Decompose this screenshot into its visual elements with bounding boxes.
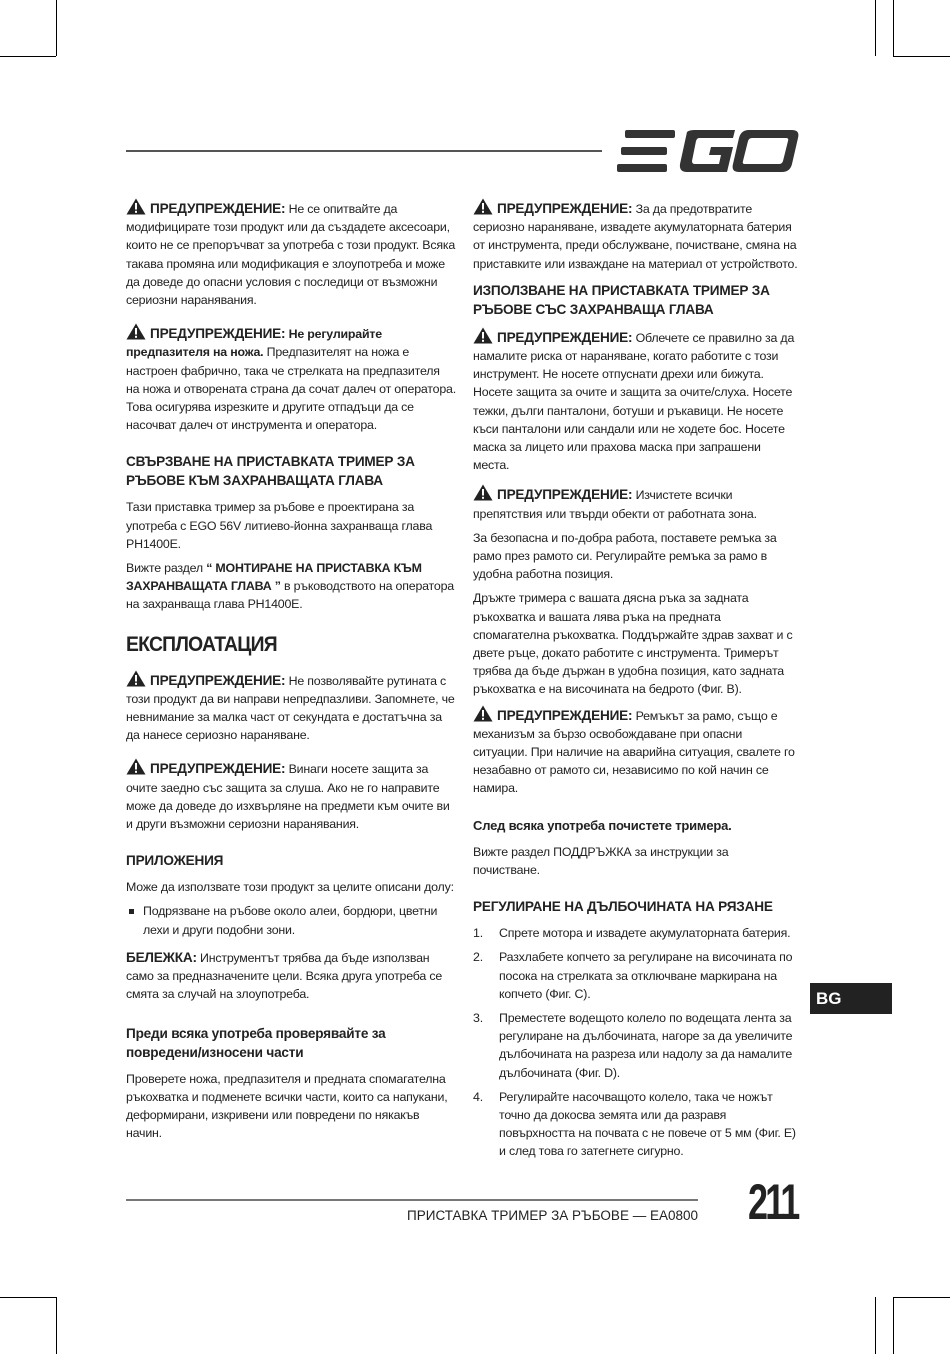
warning-label: ПРЕДУПРЕЖДЕНИЕ: [497, 329, 633, 345]
step-text: Преместете водещото колело по водещата лента за регулиране на дълбочината, нагоре за да увеличите дълбочината на разреза или надолу за да намалите дълбочината (Фиг. D). [499, 1010, 793, 1080]
warning-eye-protection [126, 758, 456, 833]
depth-steps [473, 924, 798, 1160]
warning-text: Облечете се правилно за да намалите риска от нараняване, когато работите с този инструмент. Не носете отпуснати дрехи или бижута. Носете защита за очите и защита за очите/слуха. Носете тежки, дълги панталони, ботуши и ръкавици. Не носете къси панталони или сандали или не ходете бос. Носете маска за лицето или прахова маска при запрашени места. [473, 330, 795, 473]
section-heading-clean: След всяка употреба почистете тримера. [473, 817, 732, 833]
warning-label: ПРЕДУПРЕЖДЕНИЕ: [150, 201, 286, 216]
warning-bold-text: Не регулирайте предпазителя на ножа. [126, 327, 382, 360]
left-column [126, 198, 456, 1152]
list-item: Подрязване на ръбове около алеи, бордюри, цветни лехи и други подобни зони. [126, 902, 456, 938]
crop-mark [0, 56, 56, 57]
list-item [473, 1009, 798, 1082]
crop-mark [0, 1297, 56, 1298]
reference-suffix: в ръководството на оператора на захранваща глава PH1400E. [126, 579, 454, 612]
list-item [473, 924, 798, 942]
note-text: Инструментът трябва да бъде използван само за предназначените цели. Всяка друга употреба се смята за случай на злоупотреба. [126, 950, 443, 1002]
step-number: 3. [473, 1010, 483, 1025]
list-item [473, 1088, 798, 1161]
warning-triangle-icon [126, 670, 146, 687]
page-number: 211 [748, 1174, 798, 1230]
warning-text: Не се опитвайте да модифицирате този продукт или да създадете аксесоари, които не се препоръчват за употреба с този продукт. Всяка такава промяна или модификация е злоупотреба и може да доведе до опасни условия с последици от възможни сериозни наранявания. [126, 202, 456, 308]
warning-triangle-icon [473, 705, 493, 722]
section-heading-operation: ЕКСПЛОАТАЦИЯ [126, 632, 277, 656]
warning-clothing [473, 327, 798, 475]
footer-title: ПРИСТАВКА ТРИМЕР ЗА РЪБОВЕ — EA0800 [407, 1208, 698, 1223]
warning-triangle-icon [473, 484, 493, 501]
warning-triangle-icon [473, 198, 493, 215]
strap-paragraph: За безопасна и по-добра работа, поставете ремъка за рамо през рамото си. Регулирайте ремъка за рамо в удобна работна позиция. [473, 530, 777, 582]
section-heading-applications: ПРИЛОЖЕНИЯ [126, 853, 224, 869]
warning-clear-area [473, 484, 798, 522]
warning-shoulder-strap [473, 705, 798, 798]
connect-reference [126, 559, 456, 614]
warning-triangle-icon [473, 327, 493, 344]
reference-section-name: “ МОНТИРАНЕ НА ПРИСТАВКА КЪМ ЗАХРАНВАЩАТА ГЛАВА ” [126, 561, 422, 594]
step-number: 1. [473, 926, 483, 941]
step-number: 2. [473, 950, 483, 965]
list-item [473, 948, 798, 1003]
step-text: Разхлабете копчето за регулиране на височината по посока на стрелката за отключване маркирана на копчето (Фиг. C). [499, 950, 793, 1001]
header-rule [126, 150, 602, 152]
section-heading-depth: РЕГУЛИРАНЕ НА ДЪЛБОЧИНАТА НА РЯЗАНЕ [473, 899, 773, 915]
note-label: БЕЛЕЖКА: [126, 949, 197, 965]
crop-mark [893, 0, 894, 56]
ego-logo [617, 128, 800, 174]
warning-text: Не позволявайте рутината с този продукт да ви направи непредпазливи. Запомнете, че невнимание за малка част от секундата е достатъчна за да нанесе сериозно нараняване. [126, 673, 455, 743]
footer-rule [126, 1199, 698, 1201]
crop-mark [893, 56, 950, 57]
check-paragraph: Проверете ножа, предпазителя и предната спомагателна ръкохватка и подменете всички части, които са напукани, деформирани, изкривени или повредени по някакъв начин. [126, 1071, 448, 1141]
warning-remove-battery [473, 198, 798, 273]
warning-label: ПРЕДУПРЕЖДЕНИЕ: [497, 201, 633, 216]
applications-list [126, 902, 456, 938]
crop-mark [893, 1297, 894, 1354]
warning-label: ПРЕДУПРЕЖДЕНИЕ: [497, 707, 633, 723]
warning-label: ПРЕДУПРЕЖДЕНИЕ: [150, 326, 286, 342]
crop-mark [56, 0, 57, 56]
warning-text: Винаги носете защита за очите заедно със защита за слуша. Ако не го направите може да доведе до изхвърляне на предмети към очите ви и други възможни сериозни наранявания. [126, 762, 450, 832]
reference-prefix: Вижте раздел [126, 561, 207, 576]
warning-label: ПРЕДУПРЕЖДЕНИЕ: [150, 672, 286, 688]
warning-label: ПРЕДУПРЕЖДЕНИЕ: [150, 761, 286, 777]
warning-triangle-icon [126, 198, 146, 215]
warning-triangle-icon [126, 758, 146, 775]
warning-text: Предпазителят на ножа е настроен фабрично, така че стрелката на предпазителя на ножа и отворената страна да сочат далеч от оператора. Това осигурява изрезките и другите отпадъци да се насочват далеч от инструмента и оператора. [126, 345, 456, 433]
crop-mark [56, 1297, 57, 1354]
language-tab: BG [810, 983, 892, 1014]
warning-label: ПРЕДУПРЕЖДЕНИЕ: [497, 487, 633, 503]
step-number: 4. [473, 1089, 483, 1104]
warning-text: За да предотвратите сериозно нараняване, извадете акумулаторната батерия от инструмента, преди обслужване, почистване, смяна на приставките или изваждане на материал от устройството. [473, 202, 798, 271]
step-text: Спрете мотора и извадете акумулаторната батерия. [499, 926, 791, 941]
warning-routine [126, 670, 456, 745]
crop-mark [893, 1297, 950, 1298]
applications-intro: Може да използвате този продукт за целите описани долу: [126, 880, 454, 895]
section-heading-connect: СВЪРЗВАНЕ НА ПРИСТАВКАТА ТРИМЕР ЗА РЪБОВЕ КЪМ ЗАХРАНВАЩАТА ГЛАВА [126, 454, 415, 489]
section-heading-use: ИЗПОЛЗВАНЕ НА ПРИСТАВКАТА ТРИМЕР ЗА РЪБОВЕ СЪС ЗАХРАНВАЩА ГЛАВА [473, 282, 770, 317]
warning-blade-guard [126, 323, 456, 434]
note [126, 949, 456, 1004]
crop-mark [875, 0, 876, 56]
warning-triangle-icon [126, 323, 146, 340]
hold-paragraph: Дръжте тримера с вашата дясна ръка за задната ръкохватка и вашата лява ръка на предната спомагателна ръкохватка. Поддържайте здрав захват и с двете ръце, докато работите с инструмента. Тримерът трябва да бъде държан в удобна позиция, като задната ръкохватка е на височината на бедрото (Фиг. B). [473, 591, 793, 697]
step-text: Регулирайте насочващото колело, така че ножът точно да докосва земята или да разравя повърхността на почвата с не повече от 5 мм (Фиг. E) и след това го затегнете сигурно. [499, 1089, 796, 1159]
warning-text: Ремъкът за рамо, също е механизъм за бързо освобождаване при опасни ситуации. При наличие на аварийна ситуация, свалете го незабавно от рамото си, независимо по кой начин се намира. [473, 708, 795, 796]
warning-text: Изчистете всички препятствия или твърди обекти от работната зона. [473, 488, 757, 521]
clean-paragraph: Вижте раздел ПОДДРЪЖКА за инструкции за почистване. [473, 844, 729, 877]
warning-modification [126, 198, 456, 309]
right-column [473, 198, 798, 1167]
crop-mark [875, 1297, 876, 1354]
section-heading-check: Преди всяка употреба проверявайте за повредени/износени части [126, 1025, 386, 1060]
connect-paragraph: Тази приставка тример за ръбове е проектирана за употреба с EGO 56V литиево-йонна захранваща глава PH1400E. [126, 500, 433, 551]
